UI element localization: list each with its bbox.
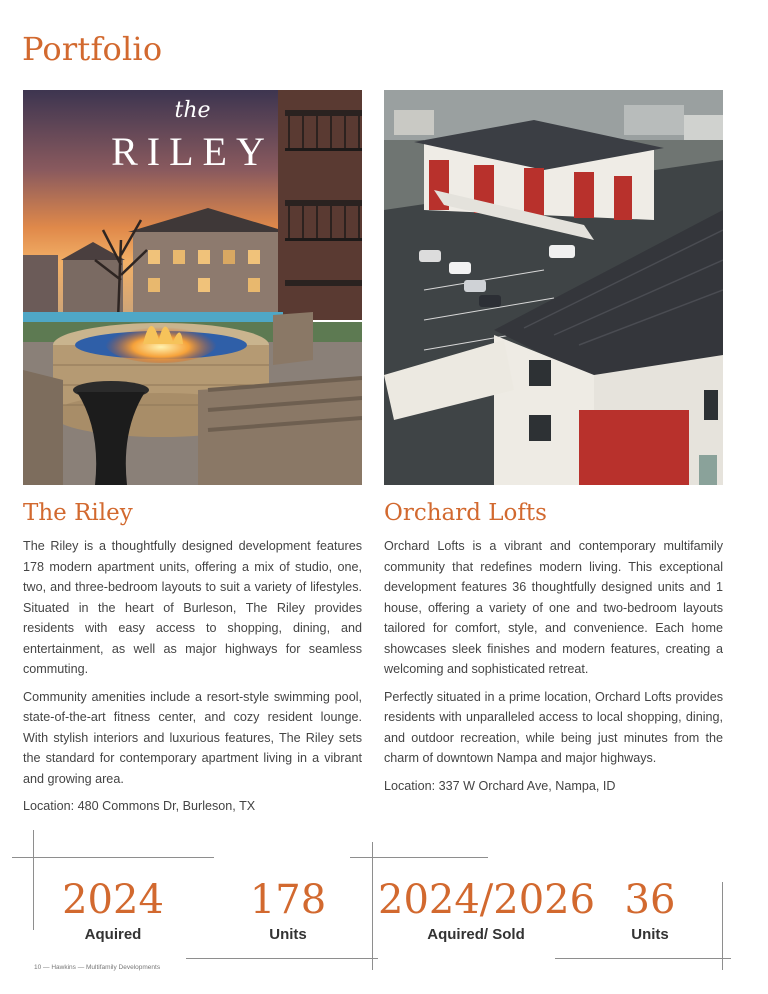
riley-units-label: Units xyxy=(269,926,307,943)
riley-description-1: The Riley is a thoughtfully designed development features 178 modern apartment units, offering a mix of studio, one, two, and three-bedroom layouts to suit a variety of lifestyles. Situated in the heart of Burleson, The Riley provides residents with easy access to shopping, dining, and entertainment, as well as major highways for seamless commuting. xyxy=(23,539,362,676)
rule-h-3 xyxy=(350,857,488,858)
riley-logo-the: the xyxy=(174,98,211,123)
orchard-lofts-heading: Orchard Lofts xyxy=(384,500,547,526)
rule-v-3 xyxy=(722,882,723,970)
rule-v-2 xyxy=(372,842,373,970)
orchard-lofts-units-count: 36 xyxy=(624,877,676,923)
riley-logo-name: RILEY xyxy=(111,129,274,174)
riley-section xyxy=(23,500,362,824)
rule-h-4 xyxy=(555,958,731,959)
orchard-lofts-description-2: Perfectly situated in a prime location, Orchard Lofts provides residents with unparalleled access to local shopping, dining, and outdoor recreation, while being just minutes from the charm of downtown Nampa and major highways. xyxy=(384,689,723,765)
page-title: Portfolio xyxy=(22,30,163,68)
orchard-lofts-acquired-sold-years: 2024/2026 xyxy=(378,877,596,923)
orchard-lofts-description-1: Orchard Lofts is a vibrant and contemporary multifamily community that redefines modern living. This exceptional development features 36 thoughtfully designed units and 1 house, offering a variety of one and two-bedroom layouts tailored for comfort, style, and convenience. Each home showcases sleek finishes and modern features, creating a welcoming and sophisticated retreat. xyxy=(384,539,723,676)
riley-heading: The Riley xyxy=(23,500,133,526)
orchard-lofts-photo xyxy=(384,90,723,485)
orchard-lofts-location: Location: 337 W Orchard Ave, Nampa, ID xyxy=(384,778,616,793)
riley-acquired-label: Aquired xyxy=(84,926,142,943)
riley-acquired-year: 2024 xyxy=(62,877,164,923)
riley-location: Location: 480 Commons Dr, Burleson, TX xyxy=(23,799,256,813)
orchard-lofts-section xyxy=(384,500,723,803)
rule-h-2 xyxy=(186,958,378,959)
rule-h-1 xyxy=(12,857,214,858)
orchard-lofts-acquired-sold-label: Aquired/ Sold xyxy=(427,926,525,943)
orchard-lofts-photo-illustration xyxy=(384,90,723,485)
riley-units-count: 178 xyxy=(249,877,327,923)
rule-v-1 xyxy=(33,830,34,930)
riley-description-2: Community amenities include a resort-style swimming pool, state-of-the-art fitness center, and cozy resident lounge. With stylish interiors and luxurious features, The Riley sets the standard for contemporary apartment living in a vibrant and growing area. xyxy=(23,689,362,786)
orchard-lofts-units-label: Units xyxy=(631,926,669,943)
riley-photo xyxy=(23,90,362,485)
page-footer: 10 — Hawkins — Multifamily Developments xyxy=(34,964,161,971)
